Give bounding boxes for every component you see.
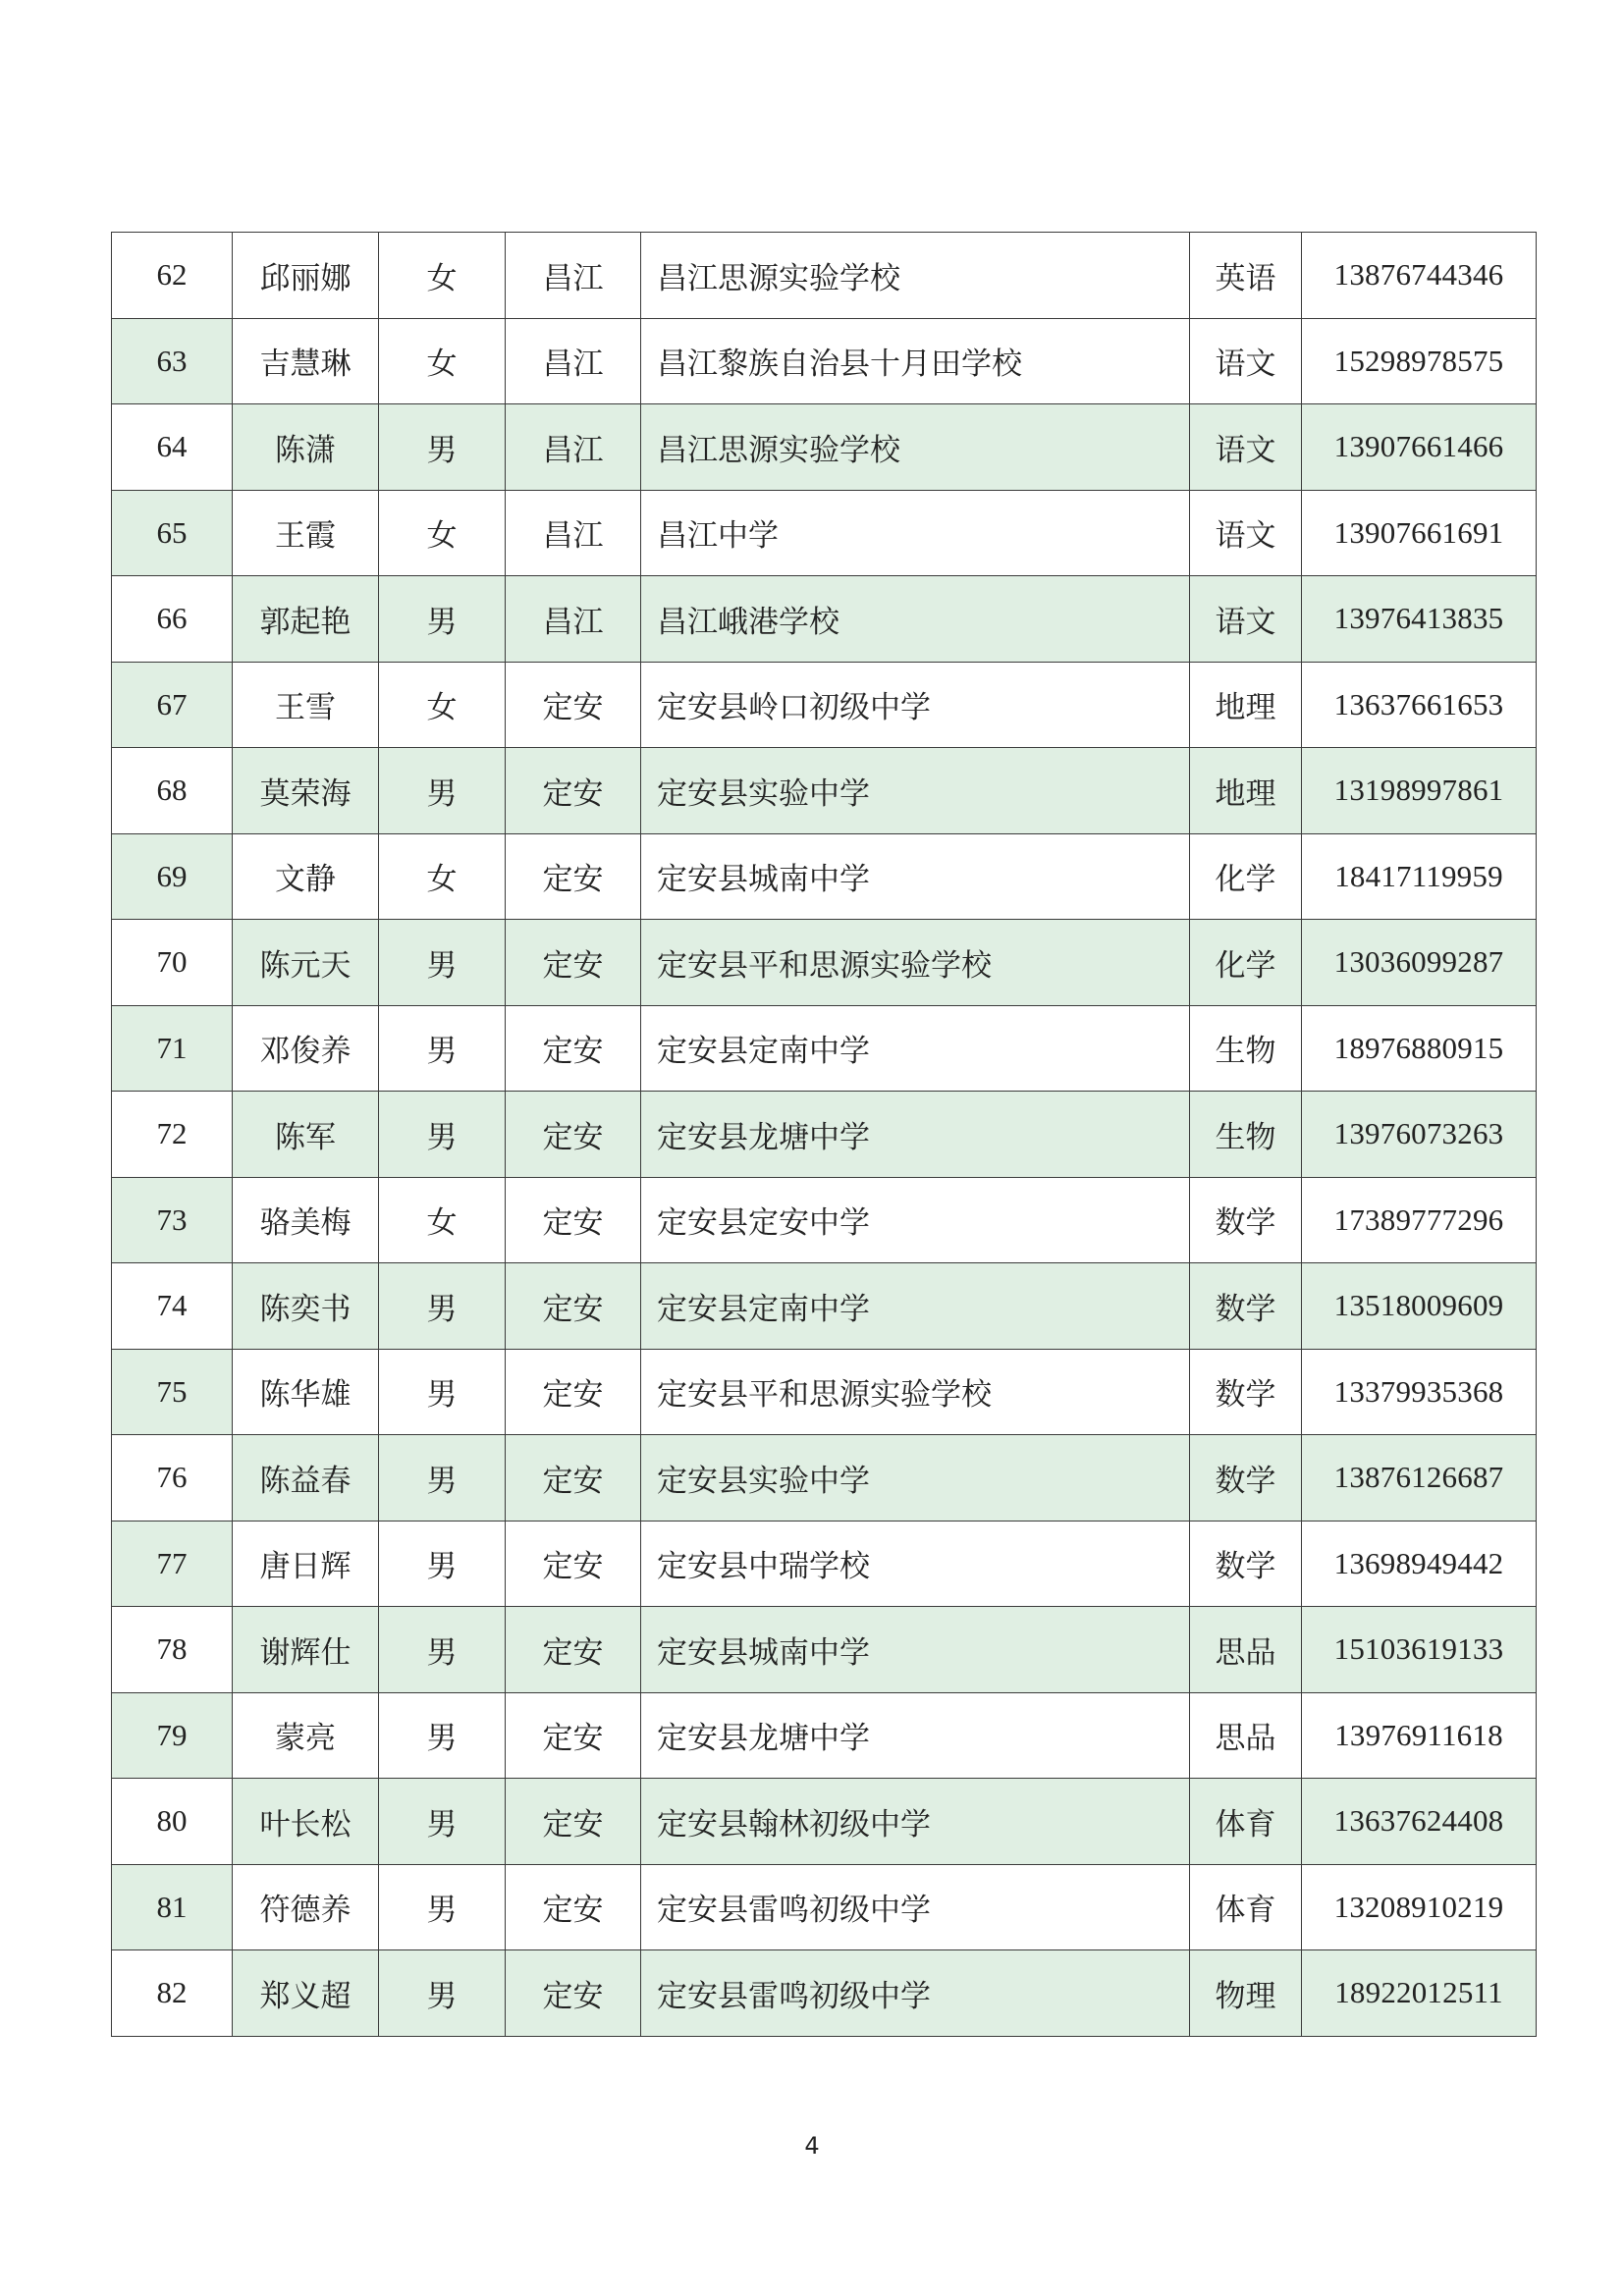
county-cell: 昌江 xyxy=(506,318,641,404)
school-name-cell: 定安县定安中学 xyxy=(641,1177,1190,1263)
row-number-cell: 70 xyxy=(112,920,233,1006)
gender-cell: 女 xyxy=(379,233,506,319)
county-cell: 昌江 xyxy=(506,233,641,319)
row-number-cell: 78 xyxy=(112,1607,233,1693)
table-row xyxy=(112,1263,1537,1350)
subject-cell: 地理 xyxy=(1190,748,1302,834)
school-name-cell: 定安县平和思源实验学校 xyxy=(641,920,1190,1006)
phone-number-cell: 13976073263 xyxy=(1302,1092,1537,1178)
row-number-cell: 62 xyxy=(112,233,233,319)
row-number-cell: 80 xyxy=(112,1779,233,1865)
table-row xyxy=(112,1950,1537,2037)
gender-cell: 女 xyxy=(379,833,506,920)
table-row xyxy=(112,1177,1537,1263)
phone-number-cell: 15103619133 xyxy=(1302,1607,1537,1693)
row-number-cell: 76 xyxy=(112,1435,233,1522)
county-cell: 定安 xyxy=(506,1607,641,1693)
gender-cell: 男 xyxy=(379,1692,506,1779)
subject-cell: 语文 xyxy=(1190,318,1302,404)
subject-cell: 语文 xyxy=(1190,404,1302,491)
teacher-list-table xyxy=(111,232,1537,2037)
phone-number-cell: 13208910219 xyxy=(1302,1864,1537,1950)
school-name-cell: 定安县岭口初级中学 xyxy=(641,662,1190,748)
subject-cell: 化学 xyxy=(1190,920,1302,1006)
school-name-cell: 定安县城南中学 xyxy=(641,833,1190,920)
county-cell: 昌江 xyxy=(506,490,641,576)
county-cell: 定安 xyxy=(506,1177,641,1263)
row-number-cell: 79 xyxy=(112,1692,233,1779)
gender-cell: 男 xyxy=(379,1435,506,1522)
teacher-name-cell: 符德养 xyxy=(233,1864,379,1950)
school-name-cell: 定安县实验中学 xyxy=(641,748,1190,834)
teacher-name-cell: 叶长松 xyxy=(233,1779,379,1865)
phone-number-cell: 13698949442 xyxy=(1302,1521,1537,1607)
gender-cell: 女 xyxy=(379,662,506,748)
county-cell: 定安 xyxy=(506,1263,641,1350)
gender-cell: 男 xyxy=(379,576,506,663)
teacher-name-cell: 吉慧琳 xyxy=(233,318,379,404)
teacher-name-cell: 郑义超 xyxy=(233,1950,379,2037)
row-number-cell: 65 xyxy=(112,490,233,576)
teacher-name-cell: 蒙亮 xyxy=(233,1692,379,1779)
subject-cell: 体育 xyxy=(1190,1779,1302,1865)
gender-cell: 男 xyxy=(379,1607,506,1693)
gender-cell: 男 xyxy=(379,1263,506,1350)
teacher-name-cell: 郭起艳 xyxy=(233,576,379,663)
phone-number-cell: 18922012511 xyxy=(1302,1950,1537,2037)
county-cell: 昌江 xyxy=(506,576,641,663)
subject-cell: 思品 xyxy=(1190,1607,1302,1693)
teacher-name-cell: 陈华雄 xyxy=(233,1349,379,1435)
gender-cell: 男 xyxy=(379,404,506,491)
phone-number-cell: 18417119959 xyxy=(1302,833,1537,920)
county-cell: 定安 xyxy=(506,662,641,748)
teacher-name-cell: 陈益春 xyxy=(233,1435,379,1522)
subject-cell: 语文 xyxy=(1190,576,1302,663)
row-number-cell: 69 xyxy=(112,833,233,920)
row-number-cell: 77 xyxy=(112,1521,233,1607)
subject-cell: 思品 xyxy=(1190,1692,1302,1779)
table-row xyxy=(112,233,1537,319)
teacher-name-cell: 骆美梅 xyxy=(233,1177,379,1263)
county-cell: 定安 xyxy=(506,748,641,834)
row-number-cell: 74 xyxy=(112,1263,233,1350)
teacher-name-cell: 陈元天 xyxy=(233,920,379,1006)
county-cell: 定安 xyxy=(506,1005,641,1092)
county-cell: 定安 xyxy=(506,1435,641,1522)
teacher-name-cell: 文静 xyxy=(233,833,379,920)
teacher-name-cell: 谢辉仕 xyxy=(233,1607,379,1693)
row-number-cell: 72 xyxy=(112,1092,233,1178)
subject-cell: 物理 xyxy=(1190,1950,1302,2037)
subject-cell: 地理 xyxy=(1190,662,1302,748)
gender-cell: 男 xyxy=(379,748,506,834)
phone-number-cell: 17389777296 xyxy=(1302,1177,1537,1263)
table-row xyxy=(112,833,1537,920)
subject-cell: 数学 xyxy=(1190,1435,1302,1522)
row-number-cell: 82 xyxy=(112,1950,233,2037)
school-name-cell: 定安县翰林初级中学 xyxy=(641,1779,1190,1865)
table-row xyxy=(112,318,1537,404)
phone-number-cell: 13518009609 xyxy=(1302,1263,1537,1350)
table-body xyxy=(112,233,1537,2037)
county-cell: 定安 xyxy=(506,1779,641,1865)
county-cell: 昌江 xyxy=(506,404,641,491)
school-name-cell: 定安县实验中学 xyxy=(641,1435,1190,1522)
county-cell: 定安 xyxy=(506,1692,641,1779)
table-row xyxy=(112,1692,1537,1779)
school-name-cell: 昌江黎族自治县十月田学校 xyxy=(641,318,1190,404)
phone-number-cell: 13876744346 xyxy=(1302,233,1537,319)
row-number-cell: 68 xyxy=(112,748,233,834)
teacher-name-cell: 邱丽娜 xyxy=(233,233,379,319)
table-row xyxy=(112,662,1537,748)
phone-number-cell: 13976911618 xyxy=(1302,1692,1537,1779)
teacher-name-cell: 王霞 xyxy=(233,490,379,576)
table-row xyxy=(112,576,1537,663)
gender-cell: 男 xyxy=(379,1349,506,1435)
gender-cell: 男 xyxy=(379,1005,506,1092)
subject-cell: 数学 xyxy=(1190,1177,1302,1263)
county-cell: 定安 xyxy=(506,1092,641,1178)
phone-number-cell: 15298978575 xyxy=(1302,318,1537,404)
phone-number-cell: 18976880915 xyxy=(1302,1005,1537,1092)
subject-cell: 体育 xyxy=(1190,1864,1302,1950)
school-name-cell: 定安县平和思源实验学校 xyxy=(641,1349,1190,1435)
phone-number-cell: 13379935368 xyxy=(1302,1349,1537,1435)
row-number-cell: 71 xyxy=(112,1005,233,1092)
subject-cell: 数学 xyxy=(1190,1349,1302,1435)
school-name-cell: 昌江中学 xyxy=(641,490,1190,576)
school-name-cell: 昌江思源实验学校 xyxy=(641,404,1190,491)
table-row xyxy=(112,1005,1537,1092)
row-number-cell: 66 xyxy=(112,576,233,663)
table-row xyxy=(112,748,1537,834)
school-name-cell: 定安县定南中学 xyxy=(641,1005,1190,1092)
teacher-name-cell: 唐日辉 xyxy=(233,1521,379,1607)
school-name-cell: 定安县定南中学 xyxy=(641,1263,1190,1350)
row-number-cell: 81 xyxy=(112,1864,233,1950)
gender-cell: 女 xyxy=(379,1177,506,1263)
subject-cell: 生物 xyxy=(1190,1005,1302,1092)
table-row xyxy=(112,1864,1537,1950)
subject-cell: 数学 xyxy=(1190,1263,1302,1350)
gender-cell: 男 xyxy=(379,1950,506,2037)
gender-cell: 女 xyxy=(379,318,506,404)
table-row xyxy=(112,1435,1537,1522)
subject-cell: 数学 xyxy=(1190,1521,1302,1607)
teacher-name-cell: 陈奕书 xyxy=(233,1263,379,1350)
row-number-cell: 64 xyxy=(112,404,233,491)
phone-number-cell: 13976413835 xyxy=(1302,576,1537,663)
county-cell: 定安 xyxy=(506,920,641,1006)
school-name-cell: 定安县龙塘中学 xyxy=(641,1692,1190,1779)
table-row xyxy=(112,1779,1537,1865)
table-row xyxy=(112,1349,1537,1435)
county-cell: 定安 xyxy=(506,1521,641,1607)
row-number-cell: 75 xyxy=(112,1349,233,1435)
table-row xyxy=(112,490,1537,576)
county-cell: 定安 xyxy=(506,833,641,920)
teacher-name-cell: 莫荣海 xyxy=(233,748,379,834)
subject-cell: 生物 xyxy=(1190,1092,1302,1178)
teacher-name-cell: 陈潇 xyxy=(233,404,379,491)
table-row xyxy=(112,1092,1537,1178)
school-name-cell: 定安县城南中学 xyxy=(641,1607,1190,1693)
row-number-cell: 73 xyxy=(112,1177,233,1263)
phone-number-cell: 13198997861 xyxy=(1302,748,1537,834)
school-name-cell: 定安县中瑞学校 xyxy=(641,1521,1190,1607)
subject-cell: 化学 xyxy=(1190,833,1302,920)
school-name-cell: 昌江思源实验学校 xyxy=(641,233,1190,319)
gender-cell: 男 xyxy=(379,1779,506,1865)
row-number-cell: 63 xyxy=(112,318,233,404)
gender-cell: 男 xyxy=(379,1092,506,1178)
gender-cell: 男 xyxy=(379,1521,506,1607)
page-number: 4 xyxy=(804,2132,820,2160)
gender-cell: 女 xyxy=(379,490,506,576)
teacher-name-cell: 邓俊养 xyxy=(233,1005,379,1092)
phone-number-cell: 13907661466 xyxy=(1302,404,1537,491)
table-row xyxy=(112,404,1537,491)
phone-number-cell: 13637624408 xyxy=(1302,1779,1537,1865)
teacher-name-cell: 王雪 xyxy=(233,662,379,748)
school-name-cell: 定安县雷鸣初级中学 xyxy=(641,1864,1190,1950)
gender-cell: 男 xyxy=(379,920,506,1006)
phone-number-cell: 13907661691 xyxy=(1302,490,1537,576)
gender-cell: 男 xyxy=(379,1864,506,1950)
row-number-cell: 67 xyxy=(112,662,233,748)
county-cell: 定安 xyxy=(506,1950,641,2037)
school-name-cell: 定安县龙塘中学 xyxy=(641,1092,1190,1178)
school-name-cell: 昌江峨港学校 xyxy=(641,576,1190,663)
phone-number-cell: 13637661653 xyxy=(1302,662,1537,748)
county-cell: 定安 xyxy=(506,1864,641,1950)
phone-number-cell: 13876126687 xyxy=(1302,1435,1537,1522)
subject-cell: 英语 xyxy=(1190,233,1302,319)
table-row xyxy=(112,1521,1537,1607)
phone-number-cell: 13036099287 xyxy=(1302,920,1537,1006)
teacher-name-cell: 陈军 xyxy=(233,1092,379,1178)
table-row xyxy=(112,1607,1537,1693)
subject-cell: 语文 xyxy=(1190,490,1302,576)
school-name-cell: 定安县雷鸣初级中学 xyxy=(641,1950,1190,2037)
table-row xyxy=(112,920,1537,1006)
county-cell: 定安 xyxy=(506,1349,641,1435)
